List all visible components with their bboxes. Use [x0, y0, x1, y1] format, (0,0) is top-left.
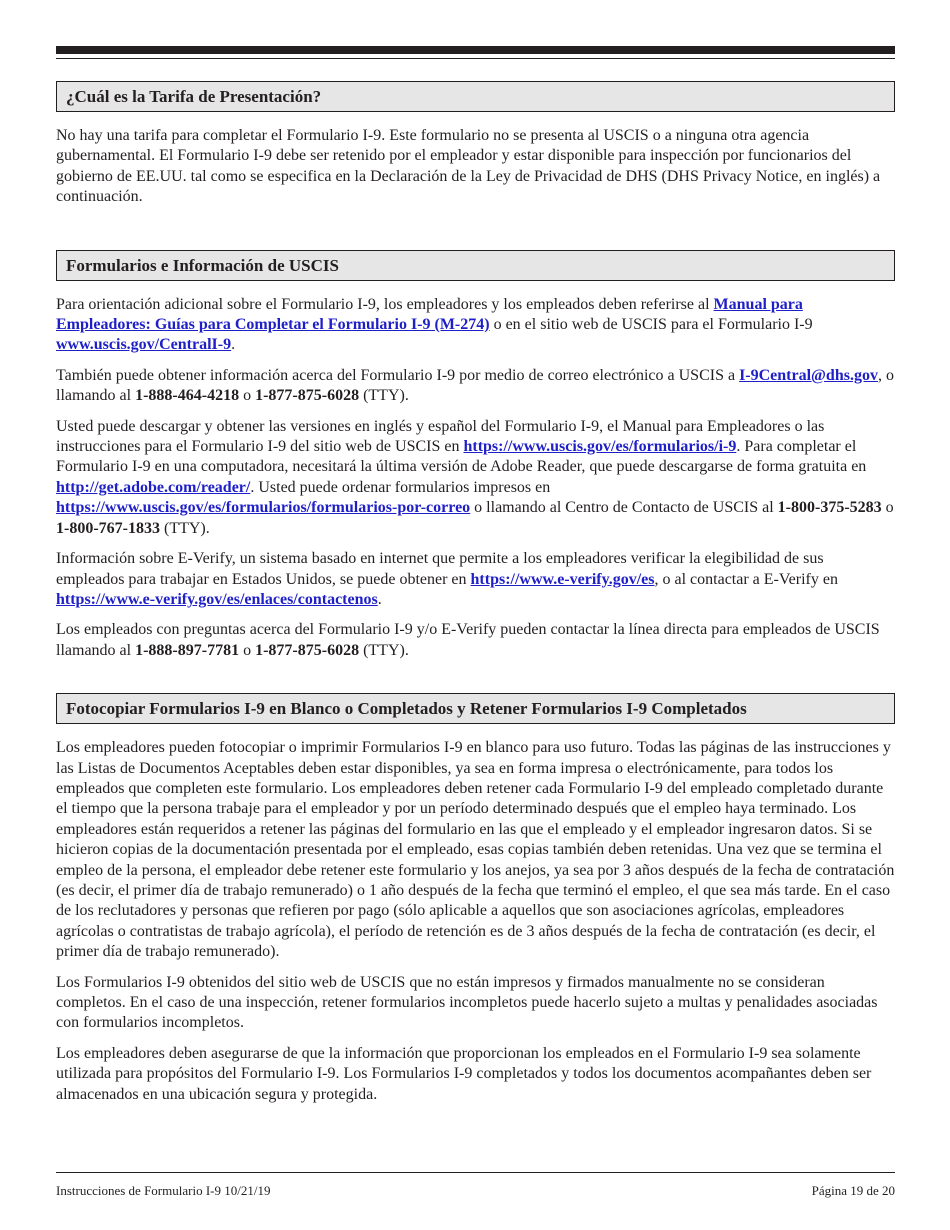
forms-paragraph-5: Los empleados con preguntas acerca del Formulario I-9 y/o E-Verify pueden contactar la línea directa para empleados de USCIS llamando al 1-888-897-7781 o 1-877-875-6028 (TTY).	[56, 621, 880, 659]
forms-by-mail-link[interactable]: https://www.uscis.gov/es/formularios/formularios-por-correo	[56, 499, 471, 517]
document-page	[56, 46, 895, 1105]
copies-paragraph-3: Los empleadores deben asegurarse de que la información que proporcionan los empleados en el Formulario I-9 sea solamente utilizada para propósitos del Formulario I-9. Los Formularios I-9 completados y todos los documentos acompañantes deben ser almacenados en una ubicación segura y protegida.	[56, 1044, 872, 1103]
i9central-email-link[interactable]: I-9Central@dhs.gov	[739, 366, 878, 384]
forms-paragraph-2: También puede obtener información acerca del Formulario I-9 por medio de correo electrónico a USCIS a I-9Central@dhs.gov, o llamando al 1-888-464-4218 o 1-877-875-6028 (TTY).	[56, 366, 894, 405]
contact-center-tty-phone: 1-800-767-1833	[56, 519, 160, 537]
forms-paragraph-4: Información sobre E-Verify, un sistema basado en internet que permite a los empleadores verificar la elegibilidad de sus empleados para trabajar en Estados Unidos, se puede obtener en https://www.e-verify.gov/es, o al contactar a E-Verify en https://www.e-verify.gov/es/enlaces/contactenos.	[56, 550, 838, 608]
footer-rule	[56, 1172, 895, 1173]
everify-contact-link[interactable]: https://www.e-verify.gov/es/enlaces/contactenos	[56, 590, 378, 608]
central-i9-link[interactable]: www.uscis.gov/CentralI-9	[56, 336, 232, 354]
everify-link[interactable]: https://www.e-verify.gov/es	[470, 570, 655, 588]
m274-manual-link[interactable]: Manual para Empleadores: Guías para Completar el Formulario I-9 (M-274)	[56, 295, 803, 334]
top-thick-rule	[56, 46, 895, 54]
contact-center-phone: 1-800-375-5283	[777, 499, 882, 517]
adobe-reader-link[interactable]: http://get.adobe.com/reader/	[56, 478, 251, 496]
fee-paragraph: No hay una tarifa para completar el Formulario I-9. Este formulario no se presenta al USCIS o a ninguna otra agencia gubernamental. El Formulario I-9 debe ser retenido por el empleador y estar disponible para inspección por funcionarios del gobierno de EE.UU. tal como se especifica en la Declaración de la Ley de Privacidad de DHS (DHS Privacy Notice, en inglés) a continuación.	[56, 127, 881, 206]
copies-paragraph-1: Los empleadores pueden fotocopiar o imprimir Formularios I-9 en blanco para uso futuro. Todas las páginas de las instrucciones y las Listas de Documentos Aceptables deben estar disponibles, ya sea en forma impresa o electrónicamente, para todos los empleados que completen este formulario. Los empleadores deben retener cada Formulario I-9 del empleado completado durante el tiempo que la persona trabaje para el empleador y por un período determinado después que el empleo haya terminado. Los empleadores están requeridos a retener las páginas del formulario en las que el empleado y el empleador ingresaron datos. Si se hicieron copias de la documentación presentada por el empleado, esas copias también deben retenidas. Una vez que se termina el empleo de la persona, el empleador debe retener este formulario y los anejos, ya sea por 3 años después de la fecha de contratación (es decir, el primer día de trabajo remunerado) o 1 año después de la fecha que terminó el empleo, el que sea más tarde. En el caso de los reclutadores y personas que refieren por pago (sólo aplicable a aquellos que son asociaciones agrícolas, empleadores agrícolas o contratistas de trabajo agrícola), el período de retención es de 3 años después de la fecha de contratación (es decir, el primer día de trabajo remunerado).	[56, 739, 895, 961]
employee-hotline-phone: 1-888-897-7781	[135, 641, 240, 659]
section-heading-forms: Formularios e Información de USCIS	[56, 250, 895, 281]
forms-paragraph-1: Para orientación adicional sobre el Formulario I-9, los empleadores y los empleados deben referirse al Manual para Empleadores: Guías para Completar el Formulario I-9 (M-274) o en el sitio web de USCIS para el Formulario I-9 www.uscis.gov/CentralI-9.	[56, 295, 813, 354]
copies-paragraph-2: Los Formularios I-9 obtenidos del sitio web de USCIS que no están impresos y firmados manualmente no se consideran completos. En el caso de una inspección, retener formularios incompletos puede hacerlo sujeto a multas y penalidades asociadas con formularios incompletos.	[56, 973, 878, 1032]
section-heading-fee: ¿Cuál es la Tarifa de Presentación?	[56, 81, 895, 112]
forms-paragraph-3: Usted puede descargar y obtener las versiones en inglés y español del Formulario I-9, el Manual para Empleadores o las instrucciones para el Formulario I-9 del sitio web de USCIS en https://www.uscis.gov/es/formularios/i-9. Para completar el Formulario I-9 en una computadora, necesitará la última versión de Adobe Reader, que puede descargarse de forma gratuita en http://get.adobe.com/reader/. Usted puede ordenar formularios impresos en https://www.uscis.gov/es/formularios/formularios-por-correo o llamando al Centro de Contacto de USCIS al 1-800-375-5283 o 1-800-767-1833 (TTY).	[56, 417, 894, 537]
top-thin-rule	[56, 58, 895, 59]
footer-form-info: Instrucciones de Formulario I-9 10/21/19	[56, 1183, 271, 1198]
uscis-i9-forms-link[interactable]: https://www.uscis.gov/es/formularios/i-9	[463, 438, 737, 456]
employee-hotline-tty-phone: 1-877-875-6028	[255, 641, 360, 659]
tty-phone-number: 1-877-875-6028	[255, 387, 360, 405]
phone-number: 1-888-464-4218	[135, 387, 240, 405]
footer-page-number: Página 19 de 20	[811, 1183, 895, 1198]
section-heading-copies: Fotocopiar Formularios I-9 en Blanco o Completados y Retener Formularios I-9 Completados	[56, 693, 895, 724]
